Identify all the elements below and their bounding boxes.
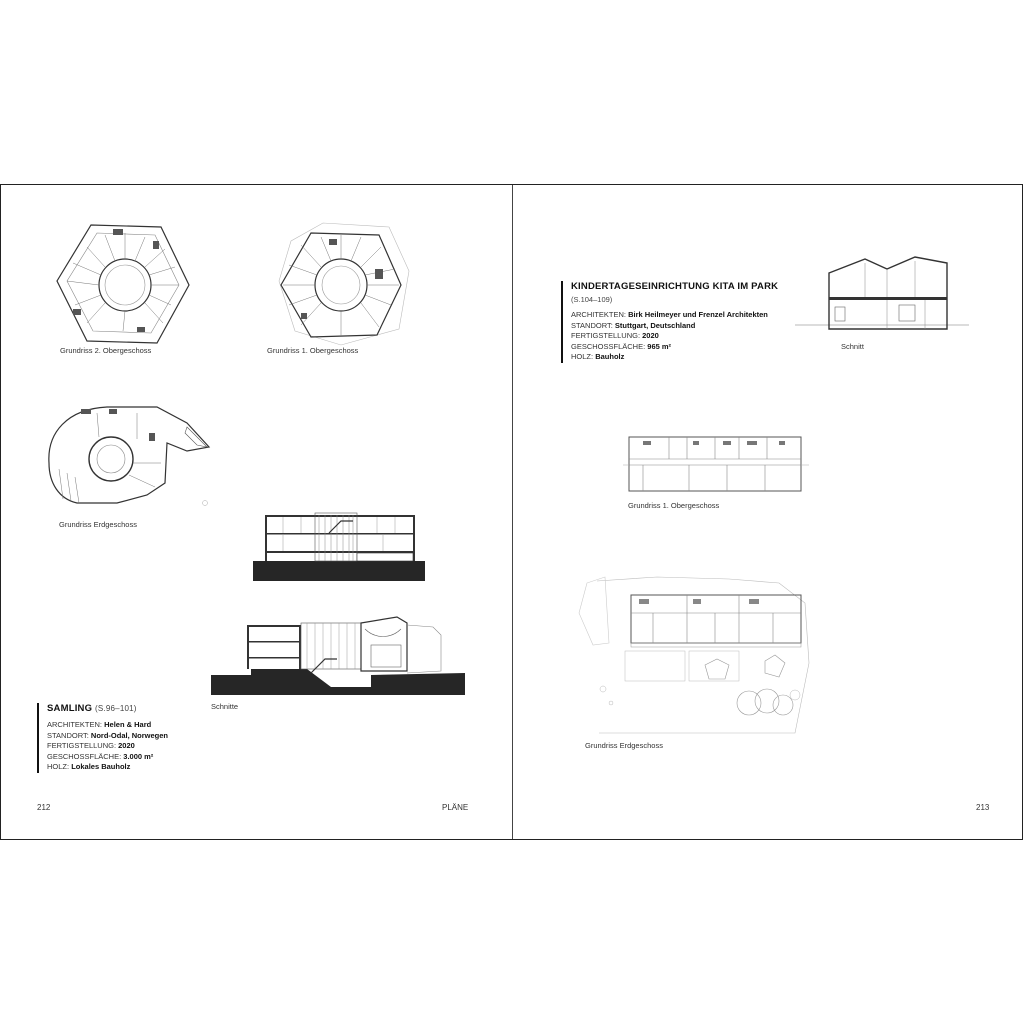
kita-section-drawing [795,253,969,333]
info-row-architects: ARCHITEKTEN: Helen & Hard [47,720,152,729]
section-drawing-lower [211,615,465,695]
info-row-location: STANDORT: Nord-Odal, Norwegen [47,730,168,740]
info-row-wood-right: HOLZ: Bauholz [571,352,625,361]
info-row-floor-area-right: GESCHOSSFLÄCHE: 965 m² [571,341,672,351]
project-title-right: KINDERTAGESEINRICHTUNG KITA IM PARK [571,281,779,292]
kita-plan-1og-drawing [623,433,809,495]
caption-plan-eg-right: Grundriss Erdgeschoss [585,741,663,750]
info-row-architects-right: ARCHITEKTEN: Birk Heilmeyer und Frenzel Architekten [571,310,768,319]
page-number-left: 212 [37,803,51,812]
project-info-kita [561,281,778,363]
project-title-line [47,703,168,714]
project-pages-right: (S.104–109) [571,295,613,304]
gutter [512,185,513,839]
project-title: SAMLING [47,703,93,714]
floor-plan-eg-drawing [37,403,213,513]
info-row-wood: HOLZ: Lokales Bauholz [47,762,131,771]
section-drawing-upper [253,509,425,581]
info-row-completion: FERTIGSTELLUNG: 2020 [47,741,135,750]
kita-plan-eg-site-drawing [569,573,815,737]
page-number-right: 213 [976,803,990,812]
caption-plan-eg-left: Grundriss Erdgeschoss [59,520,137,529]
book-spread [0,184,1023,840]
caption-sections-left: Schnitte [211,702,239,711]
project-info-samling [37,703,168,773]
caption-plan-2og: Grundriss 2. Obergeschoss [60,346,152,355]
floor-plan-2og-drawing [53,219,193,349]
project-pages: (S.96–101) [95,704,137,713]
running-head: PLÄNE [442,803,469,812]
floor-plan-1og-drawing [271,219,411,349]
caption-section-right: Schnitt [841,342,864,351]
caption-plan-1og-right: Grundriss 1. Obergeschoss [628,501,720,510]
info-row-location-right: STANDORT: Stuttgart, Deutschland [571,320,696,330]
info-row-floor-area: GESCHOSSFLÄCHE: 3.000 m² [47,751,154,761]
info-row-completion-right: FERTIGSTELLUNG: 2020 [571,331,659,340]
caption-plan-1og-left: Grundriss 1. Obergeschoss [267,346,359,355]
